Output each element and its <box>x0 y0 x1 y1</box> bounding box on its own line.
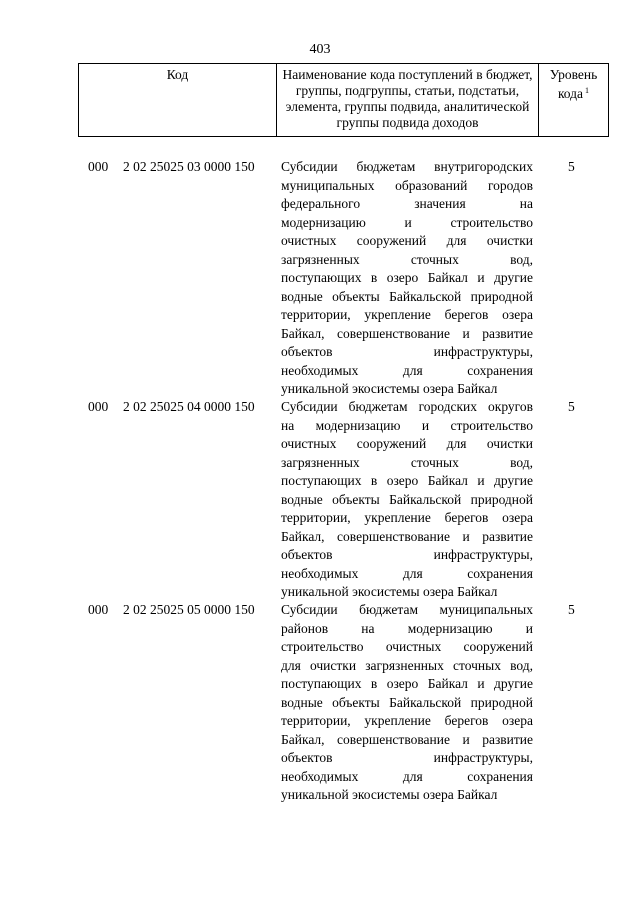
code-level: 5 <box>568 159 575 174</box>
admin-code: 000 <box>88 159 109 174</box>
name-line: необходимых для сохранения <box>281 565 533 581</box>
code-level: 5 <box>568 602 575 617</box>
name-line: объектов инфраструктуры, <box>281 547 533 562</box>
name-line: Субсидии бюджетам муниципальных <box>281 602 533 617</box>
name-line: поступающих в озеро Байкал и другие <box>281 676 533 691</box>
name-line: Субсидии бюджетам внутригородских <box>281 159 533 174</box>
revenue-name <box>281 398 533 602</box>
name-line: модернизацию и строительство <box>281 214 533 230</box>
name-line: загрязненных сточных вод, <box>281 251 533 267</box>
name-line: Байкал, совершенствование и развитие <box>281 731 533 747</box>
header-level <box>539 64 608 136</box>
name-line: территории, укрепление берегов озера <box>281 307 533 322</box>
name-line: Субсидии бюджетам городских округов <box>281 399 533 414</box>
name-line: очистных сооружений для очистки <box>281 436 533 451</box>
name-line: водные объекты Байкальской природной <box>281 694 533 710</box>
name-line: для очистки загрязненных сточных вод, <box>281 657 533 673</box>
name-line: водные объекты Байкальской природной <box>281 491 533 507</box>
name-line: Байкал, совершенствование и развитие <box>281 325 533 341</box>
revenue-code: 2 02 25025 05 0000 150 <box>123 602 255 617</box>
name-line: территории, укрепление берегов озера <box>281 510 533 525</box>
name-line: очистных сооружений для очистки <box>281 233 533 248</box>
name-line: уникальной экосистемы озера Байкал <box>281 381 498 396</box>
name-line: необходимых для сохранения <box>281 768 533 784</box>
admin-code: 000 <box>88 602 109 617</box>
revenue-code: 2 02 25025 03 0000 150 <box>123 159 255 174</box>
name-line: поступающих в озеро Байкал и другие <box>281 473 533 488</box>
header-name: Наименование кода поступлений в бюджет, группы, подгруппы, статьи, подстатьи, элемента, группы подвида, аналитической группы подвида доходов <box>277 64 539 136</box>
name-line: уникальной экосистемы озера Байкал <box>281 787 498 802</box>
name-line: районов на модернизацию и <box>281 620 533 636</box>
revenue-name <box>281 601 533 805</box>
name-line: строительство очистных сооружений <box>281 639 533 654</box>
name-line: уникальной экосистемы озера Байкал <box>281 584 498 599</box>
name-line: объектов инфраструктуры, <box>281 344 533 359</box>
code-level: 5 <box>568 399 575 414</box>
name-line: территории, укрепление берегов озера <box>281 713 533 728</box>
name-line: муниципальных образований городов <box>281 177 533 193</box>
name-line: поступающих в озеро Байкал и другие <box>281 270 533 285</box>
header-level-label: Уровень кода <box>549 67 598 101</box>
name-line: загрязненных сточных вод, <box>281 454 533 470</box>
name-line: объектов инфраструктуры, <box>281 750 533 765</box>
header-code: Код <box>79 64 277 136</box>
name-line: Байкал, совершенствование и развитие <box>281 528 533 544</box>
admin-code: 000 <box>88 399 109 414</box>
name-line: федерального значения на <box>281 196 533 211</box>
revenue-code: 2 02 25025 04 0000 150 <box>123 399 255 414</box>
table-header <box>78 63 609 137</box>
name-line: водные объекты Байкальской природной <box>281 288 533 304</box>
name-line: необходимых для сохранения <box>281 362 533 378</box>
page-number: 403 <box>309 42 331 57</box>
name-line: на модернизацию и строительство <box>281 417 533 433</box>
header-level-footnote: 1 <box>585 86 590 95</box>
codes-table <box>78 63 609 137</box>
revenue-name <box>281 158 533 399</box>
